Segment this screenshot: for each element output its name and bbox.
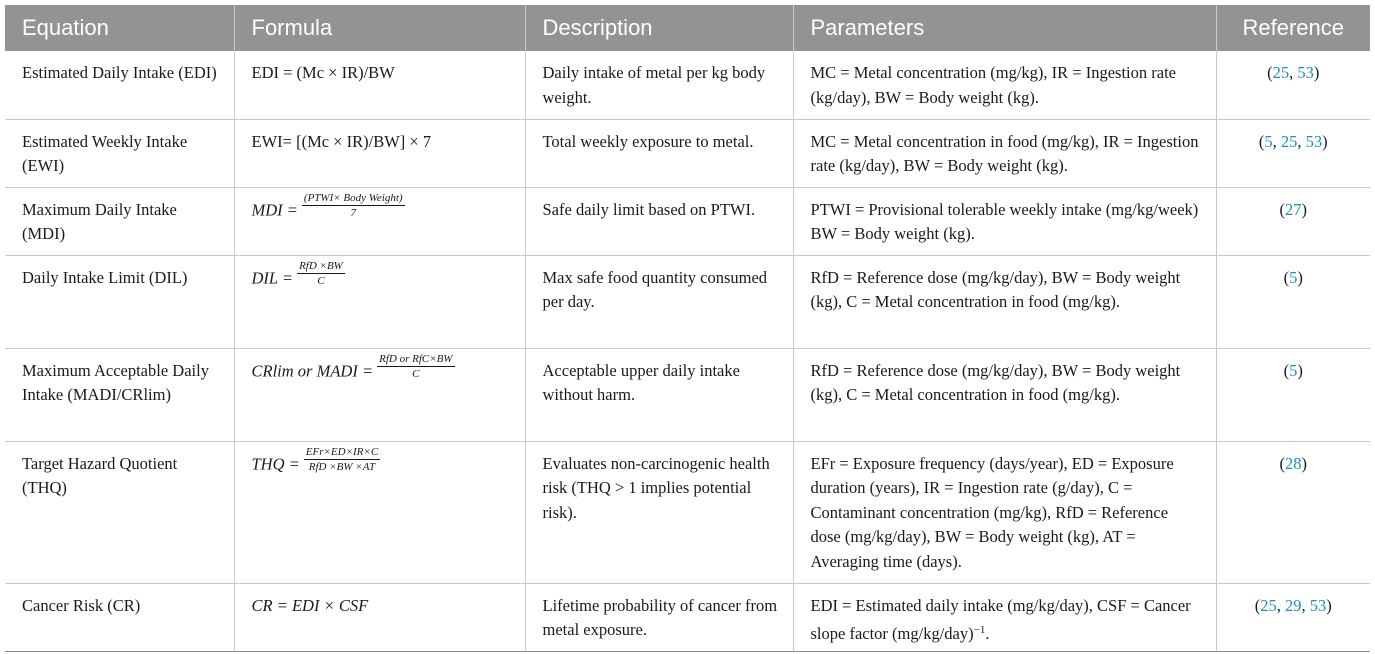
formula-cell	[234, 187, 525, 255]
fraction-numerator: RfD ×BW	[299, 259, 343, 272]
fraction-denominator: C	[412, 367, 420, 380]
reference-link[interactable]: 29	[1285, 595, 1302, 615]
reference-link[interactable]: 53	[1309, 595, 1327, 615]
risk-equations-table	[5, 5, 1370, 652]
formula-cell	[234, 255, 525, 348]
parameters-cell: MC = Metal concentration (mg/kg), IR = Ingestion rate (kg/day), BW = Body weight (kg).	[793, 51, 1216, 119]
equation-cell: Target Hazard Quotient (THQ)	[5, 441, 234, 583]
equation-cell: Estimated Daily Intake (EDI)	[5, 51, 234, 119]
description-cell: Total weekly exposure to metal.	[525, 119, 793, 187]
reference-cell: (5, 25, 53)	[1216, 119, 1370, 187]
reference-link[interactable]: 5	[1264, 131, 1273, 151]
table-row	[5, 348, 1370, 441]
formula-lhs: CRlim or MADI =	[251, 360, 374, 380]
formula-fraction	[297, 260, 345, 287]
parameters-cell: RfD = Reference dose (mg/kg/day), BW = Body weight (kg), C = Metal concentration in food (mg/kg).	[793, 348, 1216, 441]
reference-link[interactable]: 53	[1305, 131, 1323, 151]
reference-link[interactable]: 25	[1272, 63, 1290, 82]
formula-lhs: THQ =	[251, 453, 300, 473]
formula-cell	[234, 348, 525, 441]
reference-cell: (5)	[1216, 348, 1370, 441]
header-reference: Reference	[1216, 5, 1370, 51]
parameters-cell: EFr = Exposure frequency (days/year), ED = Exposure duration (years), IR = Ingestion rate (g/day), C = Contaminant concentration (mg/kg), RfD = Reference dose (mg/kg/day), BW = Body weight (kg), AT = Averaging time (days).	[793, 441, 1216, 583]
description-cell: Daily intake of metal per kg body weight.	[525, 51, 793, 119]
formula-lhs: MDI =	[251, 199, 298, 219]
reference-cell: (27)	[1216, 187, 1370, 255]
reference-cell: (25, 53)	[1216, 51, 1370, 119]
reference-link[interactable]: 5	[1289, 360, 1298, 380]
formula-fraction	[377, 353, 454, 380]
description-cell: Lifetime probability of cancer from metal exposure.	[525, 583, 793, 651]
reference-cell: (5)	[1216, 255, 1370, 348]
formula-cell	[234, 583, 525, 651]
equation-cell: Estimated Weekly Intake (EWI)	[5, 119, 234, 187]
reference-link[interactable]: 25	[1280, 131, 1298, 151]
equation-cell: Daily Intake Limit (DIL)	[5, 255, 234, 348]
parameters-cell: RfD = Reference dose (mg/kg/day), BW = Body weight (kg), C = Metal concentration in food (mg/kg).	[793, 255, 1216, 348]
equation-cell: Cancer Risk (CR)	[5, 583, 234, 651]
reference-link[interactable]: 53	[1297, 63, 1314, 82]
table-row	[5, 187, 1370, 255]
reference-link[interactable]: 28	[1285, 453, 1302, 473]
parameters-cell: MC = Metal concentration in food (mg/kg), IR = Ingestion rate (kg/day), BW = Body weight (kg).	[793, 119, 1216, 187]
fraction-numerator: (PTWI× Body Weight)	[303, 191, 403, 204]
reference-link[interactable]: 27	[1285, 199, 1302, 219]
description-cell: Acceptable upper daily intake without harm.	[525, 348, 793, 441]
description-cell: Safe daily limit based on PTWI.	[525, 187, 793, 255]
formula-fraction	[302, 192, 405, 219]
fraction-numerator: RfD or RfC×BW	[379, 352, 453, 365]
description-cell: Evaluates non-carcinogenic health risk (THQ > 1 implies potential risk).	[525, 441, 793, 583]
header-parameters: Parameters	[793, 5, 1216, 51]
description-cell: Max safe food quantity consumed per day.	[525, 255, 793, 348]
table-row	[5, 119, 1370, 187]
table-row	[5, 441, 1370, 583]
table-row	[5, 583, 1370, 651]
formula-cell	[234, 51, 525, 119]
reference-link[interactable]: 25	[1260, 595, 1277, 615]
parameters-cell	[793, 583, 1216, 651]
formula-text: CR = EDI × CSF	[251, 595, 369, 615]
equation-cell: Maximum Acceptable Daily Intake (MADI/CRlim)	[5, 348, 234, 441]
fraction-numerator: EFr×ED×IR×C	[305, 445, 379, 458]
parameters-cell: PTWI = Provisional tolerable weekly intake (mg/kg/week) BW = Body weight (kg).	[793, 187, 1216, 255]
formula-lhs: DIL =	[251, 267, 294, 287]
header-row	[5, 5, 1370, 51]
header-equation: Equation	[5, 5, 234, 51]
fraction-denominator: 7	[350, 206, 356, 219]
table-row	[5, 255, 1370, 348]
formula-fraction	[304, 446, 380, 473]
parameters-text: EDI = Estimated daily intake (mg/kg/day), CSF = Cancer slope factor (mg/kg/day)	[810, 595, 1191, 643]
fraction-denominator: RfD ×BW ×AT	[308, 460, 376, 473]
header-formula: Formula	[234, 5, 525, 51]
formula-text: EDI = (Mc × IR)/BW	[251, 63, 395, 82]
reference-cell: (28)	[1216, 441, 1370, 583]
fraction-denominator: C	[317, 274, 325, 287]
formula-cell	[234, 119, 525, 187]
table-row	[5, 51, 1370, 119]
parameters-end: .	[985, 624, 990, 643]
header-description: Description	[525, 5, 793, 51]
formula-text: EWI= [(Mc × IR)/BW] × 7	[251, 131, 432, 151]
reference-link[interactable]: 5	[1289, 267, 1298, 287]
reference-cell: (25, 29, 53)	[1216, 583, 1370, 651]
formula-cell	[234, 441, 525, 583]
equation-cell: Maximum Daily Intake (MDI)	[5, 187, 234, 255]
exponent: −1	[973, 624, 986, 636]
